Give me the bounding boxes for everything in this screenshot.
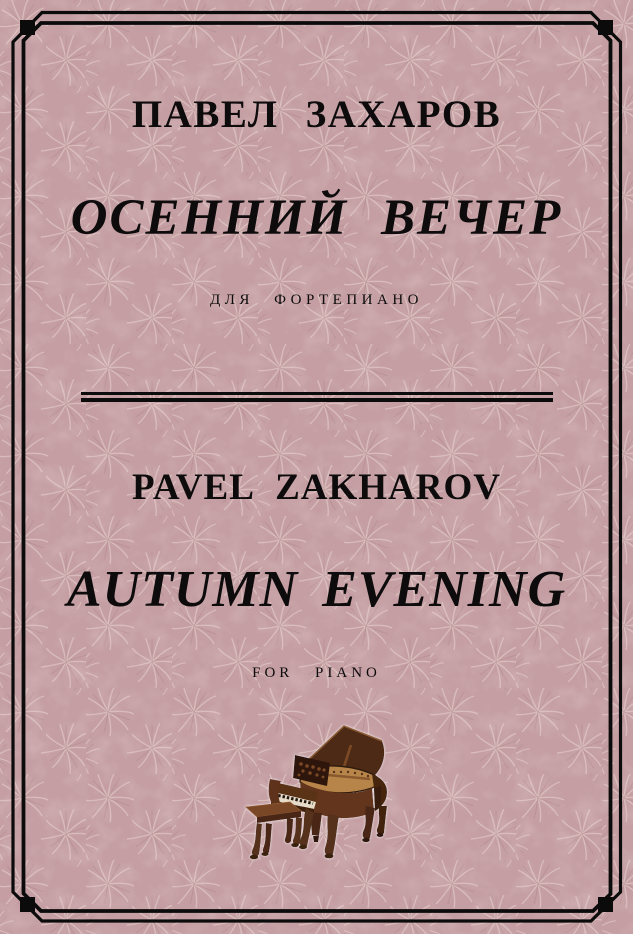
work-title-russian: ОСЕННИЙ ВЕЧЕР xyxy=(70,190,563,246)
instrumentation-english: FOR PIANO xyxy=(252,665,381,681)
work-title-english: AUTUMN EVENING xyxy=(66,561,567,618)
composer-name-english: PAVEL ZAKHAROV xyxy=(132,467,501,508)
composer-name-russian: ПАВЕЛ ЗАХАРОВ xyxy=(131,93,502,136)
grand-piano-illustration xyxy=(240,722,412,867)
piano-leg-front xyxy=(325,814,339,856)
bench-leg-4 xyxy=(285,818,293,843)
bench-leg-3 xyxy=(263,823,272,854)
bench-leg-1 xyxy=(252,823,262,857)
instrumentation-russian: ДЛЯ ФОРТЕПИАНО xyxy=(209,292,424,308)
piano-leg-far-right xyxy=(377,806,387,835)
double-rule-divider xyxy=(81,392,553,402)
